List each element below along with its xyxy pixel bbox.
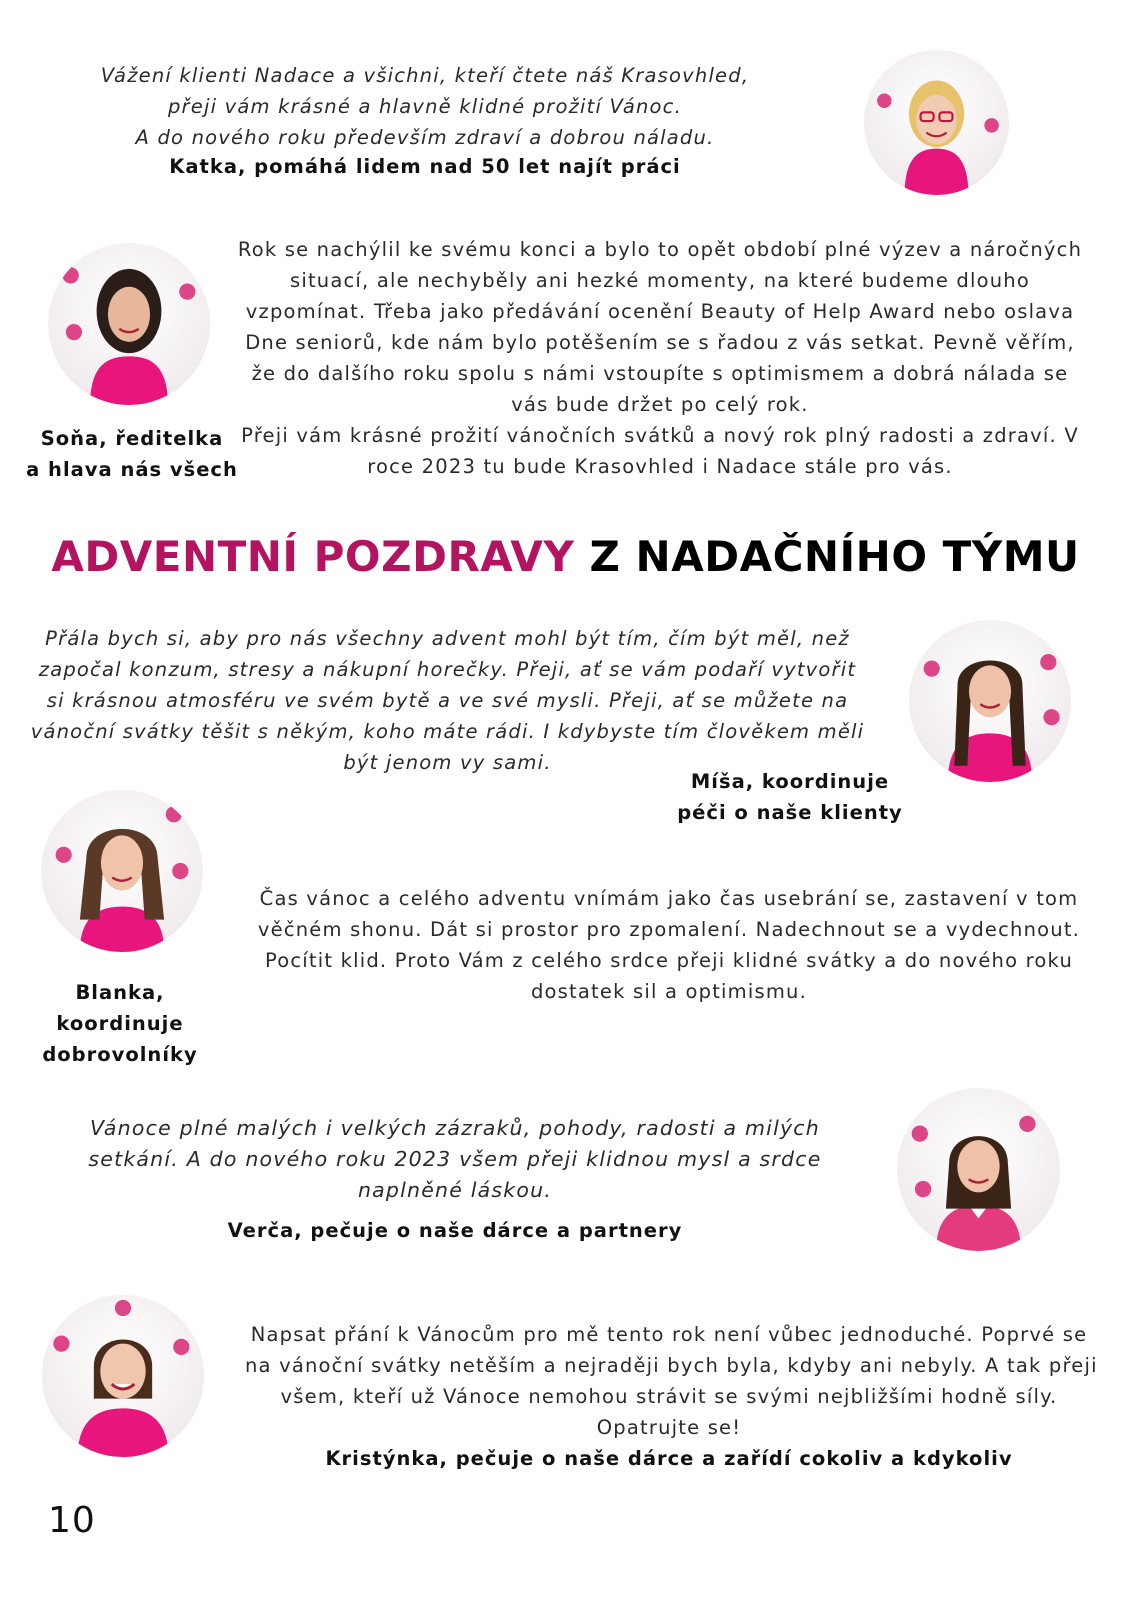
person-avatar-icon <box>909 620 1071 782</box>
kristynka-line: všem, kteří už Vánoce nemohou strávit se svými nejbližšími hodně síly. <box>280 1385 1058 1408</box>
blanka-line: Čas vánoc a celého adventu vnímám jako čas usebrání se, zastavení v tom <box>259 887 1079 910</box>
verca-message <box>40 1113 870 1206</box>
sona-line: situací, ale nechyběly ani hezké momenty, na které budeme dlouho <box>289 269 1030 292</box>
sona-line: roce 2023 tu bude Krasovhled i Nadace stále pro vás. <box>367 455 953 478</box>
kristynka-line: na vánoční svátky netěším a nejraději bych byla, kdyby ani nebyly. A tak přeji <box>245 1354 1098 1377</box>
sona-line: Přeji vám krásné prožití vánočních svátků a nový rok plný radosti a zdraví. V <box>241 424 1079 447</box>
page-number: 10 <box>48 1500 96 1541</box>
blanka-line: dostatek sil a optimismu. <box>530 980 808 1003</box>
blanka-photo <box>41 790 203 952</box>
person-avatar-icon <box>897 1088 1060 1251</box>
person-avatar-icon <box>48 243 210 405</box>
blanka-line: Pocítit klid. Proto Vám z celého srdce přeji klidné svátky a do nového roku <box>264 949 1074 972</box>
sona-line: že do dalšího roku spolu s námi vstoupíte s optimismem a dobrá nálada se <box>251 362 1069 385</box>
sona-line: Dne seniorů, kde nám bylo potěšením se s řadou z vás setkat. Pevně věřím, <box>245 331 1075 354</box>
sona-message <box>235 234 1085 482</box>
misa-signature: Míša, koordinuje péči o naše klienty <box>677 770 903 824</box>
kristynka-photo <box>42 1295 204 1457</box>
verca-line: Vánoce plné malých i velkých zázraků, pohody, radosti a milých <box>90 1116 820 1140</box>
misa-photo <box>909 620 1071 782</box>
kristynka-message <box>245 1319 1098 1443</box>
person-avatar-icon <box>42 1295 204 1457</box>
heading-accent: ADVENTNÍ POZDRAVY <box>51 532 575 581</box>
misa-line: si krásnou atmosféru ve svém bytě a ve své mysli. Přeji, ať se můžete na <box>46 689 849 712</box>
heading-dark: Z NADAČNÍHO TÝMU <box>589 532 1080 581</box>
kristynka-line: Napsat přání k Vánocům pro mě tento rok není vůbec jednoduché. Poprvé se <box>250 1323 1088 1346</box>
section-heading <box>0 527 1131 587</box>
blanka-message <box>250 883 1088 1007</box>
misa-line: započal konzum, stresy a nákupní horečky. Přeji, ať se vám podaří vytvořit <box>38 658 857 681</box>
misa-line: Přála bych si, aby pro nás všechny advent mohl být tím, čím být měl, než <box>45 627 850 650</box>
person-avatar-icon <box>41 790 203 952</box>
misa-message <box>25 623 870 778</box>
sona-line: vzpomínat. Třeba jako předávání ocenění Beauty of Help Award nebo oslava <box>245 300 1075 323</box>
katka-line: přeji vám krásné a hlavně klidné prožití Vánoc. <box>167 95 682 118</box>
katka-line: A do nového roku především zdraví a dobrou náladu. <box>135 126 715 149</box>
katka-line: Vážení klienti Nadace a všichni, kteří čtete náš Krasovhled, <box>100 64 750 87</box>
sona-signature: Soňa, ředitelka a hlava nás všech <box>26 427 238 481</box>
person-avatar-icon <box>864 50 1009 195</box>
kristynka-line: Opatrujte se! <box>596 1416 742 1439</box>
misa-line: vánoční svátky těšit s někým, koho máte rádi. I kdybyste tím člověkem měli <box>30 720 865 743</box>
misa-line: být jenom vy sami. <box>343 751 552 774</box>
verca-line: naplněné láskou. <box>357 1178 553 1202</box>
blanka-signature: Blanka, koordinuje dobrovolníky <box>42 981 198 1066</box>
verca-signature: Verča, pečuje o naše dárce a partnery <box>227 1219 683 1242</box>
katka-message <box>95 60 755 153</box>
kristynka-signature: Kristýnka, pečuje o naše dárce a zařídí cokoliv a kdykoliv <box>325 1447 1013 1470</box>
sona-line: vás bude držet po celý rok. <box>511 393 809 416</box>
sona-line: Rok se nachýlil ke svému konci a bylo to opět období plné výzev a náročných <box>237 238 1083 261</box>
blanka-line: věčném shonu. Dát si prostor pro zpomalení. Nadechnout se a vydechnout. <box>257 918 1081 941</box>
sona-photo <box>48 243 210 405</box>
katka-signature: Katka, pomáhá lidem nad 50 let najít práci <box>169 155 681 178</box>
verca-line: setkání. A do nového roku 2023 všem přeji klidnou mysl a srdce <box>88 1147 822 1171</box>
verca-photo <box>897 1088 1060 1251</box>
katka-photo <box>864 50 1009 195</box>
